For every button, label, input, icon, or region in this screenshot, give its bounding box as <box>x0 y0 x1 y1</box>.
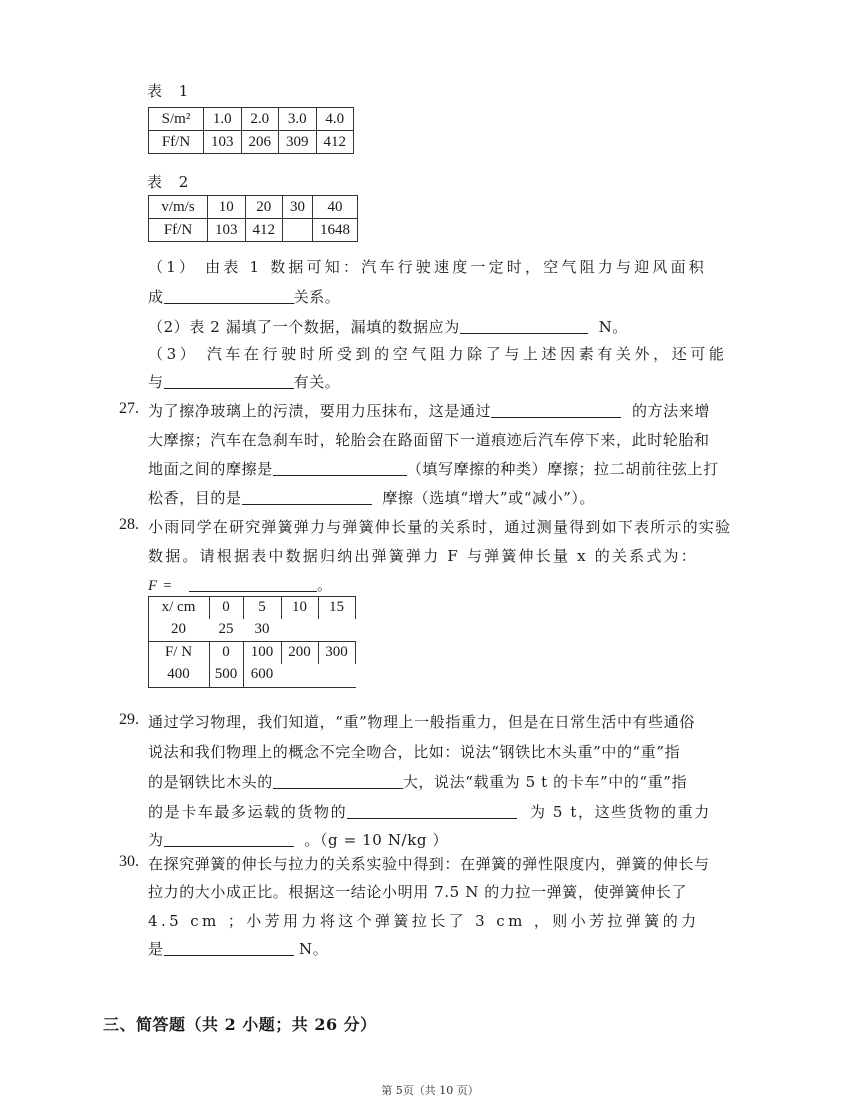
q29-line5-prefix: 为 <box>148 831 164 849</box>
q29-line5-suffix: 。（g = 10 N/kg ） <box>304 831 449 849</box>
q29-line5 <box>148 829 768 850</box>
answer-blank[interactable] <box>242 488 372 505</box>
answer-blank[interactable] <box>164 287 294 304</box>
table-cell: 300 <box>325 644 348 660</box>
table-cell: 412 <box>316 131 354 154</box>
q27-line1-suffix: 的方法来增 <box>631 402 710 420</box>
q29-line4-suffix: 为 5 t，这些货物的重力 <box>529 803 711 821</box>
table-cell: 0 <box>222 599 230 615</box>
q29-number: 29. <box>119 711 139 728</box>
table-cell: 103 <box>208 219 246 242</box>
answer-blank[interactable] <box>273 772 403 789</box>
table-cell <box>283 219 313 242</box>
q26-part3-prefix: 与 <box>148 373 164 391</box>
table-cell: 412 <box>245 219 283 242</box>
q27-number: 27. <box>119 400 139 417</box>
q30-line1: 在探究弹簧的伸长与拉力的关系实验中得到：在弹簧的弹性限度内，弹簧的伸长与 <box>148 855 710 873</box>
table-cell: 0 <box>222 644 230 660</box>
q29-line4-prefix: 的是卡车最多运载的货物的 <box>148 803 348 821</box>
table-cell: 25 <box>218 621 234 637</box>
q26-part1-line2 <box>148 286 768 307</box>
q28-formula-suffix: 。 <box>316 576 333 594</box>
spring-data-table <box>148 596 356 688</box>
table-cell: 20 <box>245 196 283 219</box>
table-row <box>149 219 358 242</box>
answer-blank[interactable] <box>189 575 317 592</box>
answer-blank[interactable] <box>273 459 407 476</box>
table-cell: 5 <box>258 599 266 615</box>
q27-line4-suffix: 摩擦（选填“增大”或“减小”）。 <box>382 489 596 507</box>
page-footer: 第 5页（共 10 页） <box>381 1084 479 1097</box>
table1-caption: 表 1 <box>147 82 195 100</box>
q28-number: 28. <box>119 516 139 533</box>
q29-line4 <box>148 801 768 822</box>
answer-blank[interactable] <box>491 401 621 418</box>
table-cell: 500 <box>214 666 238 682</box>
q27-line1-prefix: 为了擦净玻璃上的污渍，要用力压抹布，这是通过 <box>148 402 492 420</box>
table-cell: 206 <box>241 131 279 154</box>
table-cell: 1.0 <box>204 108 242 131</box>
q29-line3-prefix: 的是钢铁比木头的 <box>148 773 273 791</box>
q26-part1-prefix: 成 <box>148 288 164 306</box>
q26-part2-prefix: （2）表 2 漏填了一个数据，漏填的数据应为 <box>148 318 460 336</box>
q26-part1-line1: （1） 由表 1 数据可知：汽车行驶速度一定时，空气阻力与迎风面积 <box>148 258 707 276</box>
q29-line3 <box>148 771 768 792</box>
q26-part3-line2 <box>148 371 768 392</box>
q28-formula-prefix: F = <box>148 578 173 594</box>
table-cell: 10 <box>208 196 246 219</box>
table-cell: 2.0 <box>241 108 279 131</box>
table-row <box>149 196 358 219</box>
answer-blank[interactable] <box>347 802 517 819</box>
q28-line1: 小雨同学在研究弹簧弹力与弹簧伸长量的关系时，通过测量得到如下表所示的实验 <box>148 518 732 536</box>
table2 <box>148 195 358 242</box>
table-cell: F/ N <box>164 644 193 660</box>
q30-line4-prefix: 是 <box>148 940 164 958</box>
table-cell: 103 <box>204 131 242 154</box>
table-cell: 15 <box>329 599 344 615</box>
table-row <box>149 108 354 131</box>
table-cell: 30 <box>283 196 313 219</box>
q30-line2: 拉力的大小成正比。根据这一结论小明用 7.5 N 的力拉一弹簧，使弹簧伸长了 <box>148 883 688 901</box>
table-row <box>149 131 354 154</box>
table2-caption: 表 2 <box>147 173 195 191</box>
q27-line3 <box>148 458 768 479</box>
answer-blank[interactable] <box>164 939 294 956</box>
table-cell: 3.0 <box>279 108 317 131</box>
q27-line4 <box>148 487 768 508</box>
q30-line3: 4.5 cm ；小芳用力将这个弹簧拉长了 3 cm ，则小芳拉弹簧的力 <box>148 912 700 930</box>
table-cell: Ff/N <box>149 131 204 154</box>
q27-line1 <box>148 400 768 421</box>
q26-part2-suffix: N。 <box>598 318 628 336</box>
table-cell: 4.0 <box>316 108 354 131</box>
q28-line2: 数据。请根据表中数据归纳出弹簧弹力 F 与弹簧伸长量 x 的关系式为： <box>148 547 698 565</box>
q29-line3-suffix: 大，说法“载重为 5 t 的卡车”中的“重”指 <box>402 773 688 791</box>
q27-line3-suffix: （填写摩擦的种类）摩擦；拉二胡前往弦上打 <box>406 460 719 478</box>
table-cell: 1648 <box>313 219 358 242</box>
table-cell: 309 <box>279 131 317 154</box>
q26-part1-suffix: 关系。 <box>293 288 341 306</box>
q30-line4-suffix: N。 <box>298 940 329 958</box>
answer-blank[interactable] <box>164 372 294 389</box>
q30-line4 <box>148 938 768 959</box>
q30-number: 30. <box>119 853 139 870</box>
table-cell: 100 <box>250 644 274 660</box>
answer-blank[interactable] <box>164 830 294 847</box>
q27-line2: 大摩擦；汽车在急刹车时，轮胎会在路面留下一道痕迹后汽车停下来，此时轮胎和 <box>148 431 710 449</box>
table-cell: 200 <box>288 644 311 660</box>
q27-line3-prefix: 地面之间的摩擦是 <box>148 460 273 478</box>
answer-blank[interactable] <box>460 317 588 334</box>
q28-line3 <box>148 574 768 595</box>
table-cell: 600 <box>250 666 274 682</box>
table-cell: v/m/s <box>149 196 208 219</box>
q26-part2-line <box>148 316 768 337</box>
q29-line2: 说法和我们物理上的概念不完全吻合，比如：说法“钢铁比木头重”中的“重”指 <box>148 743 681 761</box>
table1 <box>148 107 354 154</box>
q29-line1: 通过学习物理，我们知道，“重”物理上一般指重力，但是在日常生活中有些通俗 <box>148 713 695 731</box>
table-cell: 30 <box>254 621 270 637</box>
table-cell: S/m² <box>149 108 204 131</box>
table-cell: 40 <box>313 196 358 219</box>
q26-part3-line1: （3） 汽车在行驶时所受到的空气阻力除了与上述因素有关外，还可能 <box>148 345 728 363</box>
table-cell: 400 <box>167 666 190 682</box>
table-cell: 10 <box>292 599 307 615</box>
q26-part3-suffix: 有关。 <box>293 373 341 391</box>
q27-line4-prefix: 松香，目的是 <box>148 489 242 507</box>
table-cell: 20 <box>171 621 186 637</box>
section-heading: 三、简答题（共 2 小题；共 26 分） <box>103 1015 377 1034</box>
table-cell: Ff/N <box>149 219 208 242</box>
table-cell: x/ cm <box>161 599 196 615</box>
